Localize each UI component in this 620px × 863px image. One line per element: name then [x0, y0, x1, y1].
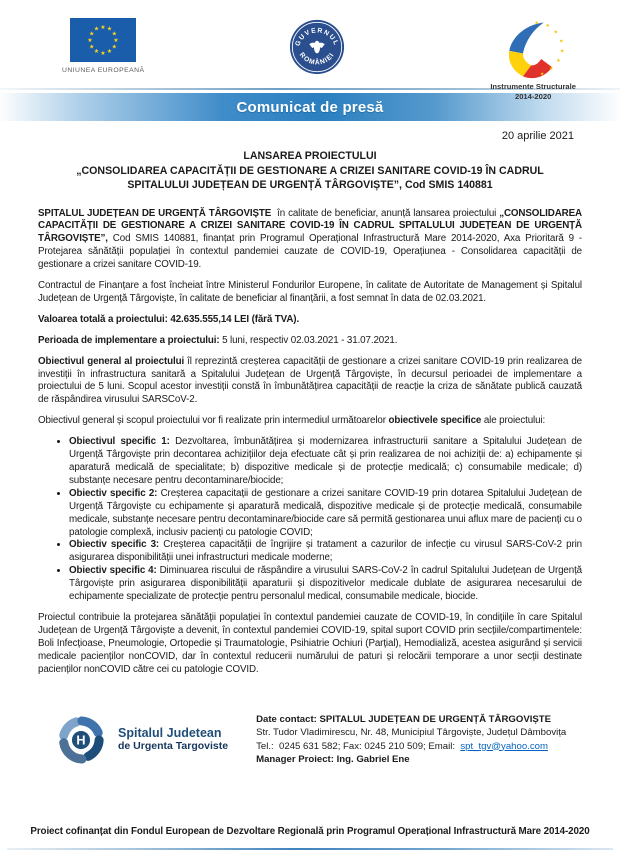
header-logos: [0, 0, 620, 101]
paragraph-contract: Contractul de Finanțare a fost încheiat între Ministerul Fondurilor Europene, în calitate de Autoritate de Management și Spitalul Județean de Urgență Târgoviște, în calitate de beneficiar al finanțării, a fost semnat în data de 02.03.2021.: [38, 280, 582, 304]
eu-flag-icon: [70, 18, 136, 62]
svg-text:★: ★: [540, 71, 545, 78]
project-title-line3: SPITALULUI JUDEȚEAN DE URGENȚĂ TÂRGOVIȘTE”, Cod SMIS 140881: [127, 179, 493, 191]
svg-text:★: ★: [89, 30, 95, 38]
svg-text:★: ★: [100, 50, 106, 57]
banner-title: Comunicat de presă: [236, 98, 384, 116]
svg-text:ROMÂNIEI: ROMÂNIEI: [298, 51, 337, 67]
eu-label: UNIUNEA EUROPEANĂ: [62, 67, 145, 74]
svg-text:★: ★: [89, 43, 95, 51]
svg-text:★: ★: [100, 24, 106, 31]
footer-divider: [7, 848, 613, 850]
svg-text:★: ★: [111, 43, 118, 51]
svg-text:★: ★: [534, 20, 540, 27]
paragraph-contribution: Proiectul contribuie la protejarea sănătății populației în contextul pandemiei cauzate de COVID-19, în condițiile în care Spitalul Județean de Urgență Târgoviște a devenit, în contextul pandemiei COVID-19, spital suport COVID prin secțiile/compartimentele: Boli Infecțioase, Pneumologie, Ortopedie și Traumatologie, Psihiatrie Ochiuri (Parțial), Hemodializă, acestea asigurând și servicii medicale pacienților nonCOVID, dar în contextul reducerii numărului de paturi și relocării temporare a unor secții destinate pacienților nonCOVID către cei cu patologie COVID.: [38, 611, 582, 675]
hospital-name: Spitalul Judetean de Urgenta Targoviste: [118, 725, 229, 752]
government-logo: [288, 18, 346, 76]
svg-text:★: ★: [94, 48, 100, 56]
list-item: • Obiectiv specific 2: Creșterea capacitații de gestionare a crizei sanitare COVID-19 prin dotarea Spitalului Județean de Urgență Târgoviște cu echipamente și aparatură medicală, dispozitive medicale și de protecție medicală, consumabile medicale, substanțe necesare pentru decontaminare/biocide care să permită gestionarea unui aflux mare de pacienți cu o patologie complexă, inclusiv pacienți cu patologie COVID;: [69, 488, 582, 540]
contact-address: Str. Tudor Vladimirescu, Nr. 48, Municipiul Târgoviște, Județul Dâmbovița: [256, 727, 567, 739]
list-item: • Obiectiv specific 4: Diminuarea riscului de răspândire a virusului SARS-CoV-2 în cadrul Spitalului Județean de Urgență Târgoviște prin asigurarea disponibilității aparaturii și dispozitivelor medicale dublate de asigurarea necesarului de echipamente specializate de protecție pentru personalul medical, consumabile medicale, biocide.: [69, 565, 582, 604]
paragraph-total-value: Valoarea totală a proiectului: 42.635.555,14 LEI (fără TVA).: [38, 313, 300, 325]
body-content: [38, 208, 582, 677]
cofinancing-note: Proiect cofinanțat din Fondul European de Dezvoltare Regională prin Programul Operațional Infrastructură Mare 2014-2020: [30, 826, 590, 837]
contact-details: [256, 713, 566, 766]
list-item: • Obiectiv specific 3: Creșterea capacității de îngrijire și tratament a cazurilor de infecție cu virusul SARS-CoV-2 prin asigurarea disponibilității unei infrastructuri medicale moderne;: [69, 539, 582, 565]
svg-text:★: ★: [559, 38, 564, 45]
svg-text:★: ★: [556, 57, 561, 64]
eu-logo: [62, 18, 144, 74]
svg-text:★: ★: [549, 65, 554, 72]
contact-header: Date contact: SPITALUL JUDEȚEAN DE URGENȚĂ TÂRGOVIȘTE: [256, 714, 552, 726]
svg-text:GUVERNUL: GUVERNUL: [294, 27, 341, 48]
contact-phone-line: Tel.: 0245 631 582; Fax: 0245 210 509; Email: spt_tgv@yahoo.com: [256, 740, 548, 752]
svg-text:★: ★: [111, 30, 118, 38]
svg-text:H: H: [76, 733, 86, 748]
svg-text:★: ★: [553, 29, 559, 36]
project-title-line1: LANSAREA PROIECTULUI: [243, 150, 377, 162]
project-title-line2: „CONSOLIDAREA CAPACITĂȚII DE GESTIONARE A CRIZEI SANITARE COVID-19 ÎN CADRUL: [76, 164, 544, 177]
paragraph-general-objective: Obiectivul general al proiectului îl reprezintă creșterea capacității de gestionare a crizei sanitare COVID-19 prin realizarea de investiții în infrastructura sanitară a Spitalului Județean de Urgență Târgoviște, în decursul perioadei de implementare a proiectului de 5 luni. Scopul acestor investiții constă în îmbunătățirea capacității de reacție la criza de sănătate publică cauzată de răspândirea virusului SARSCoV-2.: [38, 355, 582, 406]
email-link[interactable]: spt_tgv@yahoo.com: [460, 740, 548, 752]
svg-text:★: ★: [107, 48, 113, 56]
structural-instruments-logo: [490, 18, 576, 102]
hospital-logo: [52, 711, 228, 769]
svg-text:★: ★: [107, 25, 113, 33]
list-item: • Obiectivul specific 1: Dezvoltarea, îmbunătățirea și modernizarea infrastructurii sanitare a Spitalului Județean de Urgență Târgoviște prin decontarea achizițiilor deja efectuate cât și prin realizarea de noi achiziții de: a) echipamente și aparatură medicală de specialitate; b) dispozitive medicale și de protecție medicală; c) consumabile medicale; d) substanțe necesare pentru decontaminare/biocide;: [69, 436, 582, 488]
structural-instruments-icon: [495, 18, 571, 80]
contact-section: [52, 711, 584, 769]
specific-objectives-list: [38, 436, 582, 604]
paragraph-objectives-intro: Obiectivul general și scopul proiectului vor fi realizate prin intermediul următoarelor obiectivele specifice ale proiectului:: [38, 415, 546, 427]
svg-text:★: ★: [560, 48, 565, 55]
paragraph-implementation-period: Perioada de implementare a proiectului: 5 luni, respectiv 02.03.2021 - 31.07.2021.: [38, 334, 398, 346]
svg-text:★: ★: [545, 23, 550, 30]
paragraph-beneficiary: SPITALUL JUDEȚEAN DE URGENȚĂ TÂRGOVIȘTE în calitate de beneficiar, anunță lansarea proiectului „CONSOLIDAREA CAPACITĂȚII DE GESTIONARE A CRIZEI SANITARE COVID-19 ÎN CADRUL SPITALULUI JUDEȚEAN DE URGENȚĂ TÂRGOVIȘTE”, Cod SMIS 140881, finanțat prin Programul Operațional Infrastructură Mare 2014-2020, Axa Prioritară 9 - Protejarea sănătății populației în contextul pandemiei cauzate de COVID-19, Operațiunea - Consolidarea capacității de gestionare a crizei sanitare COVID-19.: [38, 207, 582, 271]
structural-instruments-label: Instrumente Structurale 2014-2020: [490, 82, 576, 101]
svg-text:★: ★: [87, 37, 93, 44]
release-date: 20 aprilie 2021: [501, 130, 574, 142]
project-title: [0, 149, 620, 193]
svg-text:★: ★: [94, 25, 100, 33]
hospital-swirl-icon: [52, 711, 110, 769]
svg-text:★: ★: [113, 37, 119, 44]
government-seal-icon: [288, 18, 346, 76]
contact-manager: Manager Proiect: Ing. Gabriel Ene: [256, 753, 410, 765]
